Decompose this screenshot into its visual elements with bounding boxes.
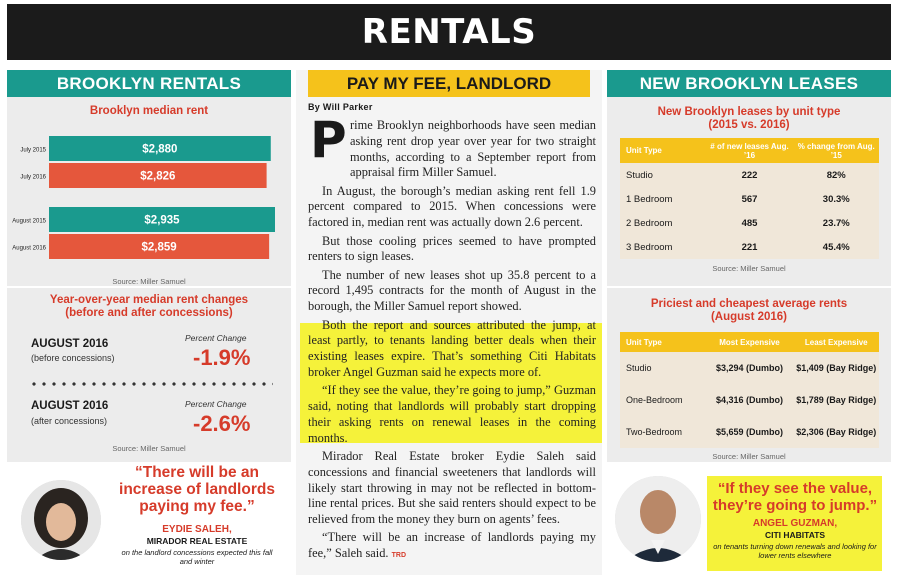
paragraph-8-text: “There will be an increase of landlords paying my fee,” Saleh said. xyxy=(308,530,596,561)
table-cell: 221 xyxy=(741,241,758,253)
bar-value-label-0: $2,880 xyxy=(142,143,178,156)
saleh-org: MIRADOR REAL ESTATE xyxy=(146,536,248,546)
paragraph-7: Mirador Real Estate broker Eydie Saleh said concessions and financial sweeteners that landlords will likely start throwing in may not be reflected in bottom-line rental prices. But she said renters should expect to be relieved from the money they burn on agents’ fees. xyxy=(308,448,596,527)
page-banner xyxy=(7,4,891,60)
table-cell: 2 Bedroom xyxy=(626,217,673,229)
table-row xyxy=(620,416,879,448)
middle-column xyxy=(296,70,602,575)
avatar xyxy=(21,480,101,560)
table-cell: 485 xyxy=(741,217,758,229)
table1-col-unit: Unit Type xyxy=(626,146,662,155)
page-title: RENTALS xyxy=(361,12,537,52)
paragraph-2: In August, the borough’s median asking rent fell 1.9 percent compared to 2015. When concessions were factored in, median rent was actually down 2.6 percent. xyxy=(308,183,596,230)
table-cell: $2,306 (Bay Ridge) xyxy=(796,427,877,437)
table-cell: $5,659 (Dumbo) xyxy=(715,427,783,437)
paragraph-4: The number of new leases shot up 35.8 percent to a record 1,495 contracts for the month of August in the borough, the Miller Samuel report showed. xyxy=(308,267,596,314)
portrait-icon xyxy=(21,480,101,560)
table-cell: Studio xyxy=(626,169,653,181)
row2-pc-value: -2.6% xyxy=(193,411,251,436)
paragraph-6: “If they see the value, they’re going to jump,” Guzman said, noting that landlords will probably start dropping their asking rents on renewal leases in the coming months. xyxy=(308,383,596,445)
category-label-3: August 2016 xyxy=(12,245,46,252)
row1-date: AUGUST 2016 xyxy=(31,338,109,350)
paragraph-1: rime Brooklyn neighborhoods have seen median asking rent drop year over year for two straight months, according to a September report from appraisal firm Miller Samuel. xyxy=(350,118,596,180)
table-cell: $1,409 (Bay Ridge) xyxy=(796,363,877,373)
saleh-note: on the landlord concessions expected this fall and winter xyxy=(121,548,273,566)
table2-col-unit: Unit Type xyxy=(626,337,662,347)
table1-col-leases: # of new leases Aug. ’16 xyxy=(710,141,789,160)
category-label-2: August 2015 xyxy=(12,218,46,225)
table-cell: One-Bedroom xyxy=(626,395,683,405)
trd-logo: TRD xyxy=(391,552,407,560)
bar-value-label-3: $2,859 xyxy=(141,241,177,254)
article-body xyxy=(308,111,596,567)
table-cell: 222 xyxy=(741,169,758,181)
drop-cap: P xyxy=(310,111,347,169)
paragraph-8 xyxy=(308,530,596,564)
new-leases-header: NEW BROOKLYN LEASES xyxy=(607,70,891,97)
category-label-0: July 2015 xyxy=(20,147,46,154)
saleh-name: EYDIE SALEH, xyxy=(162,524,232,535)
yoy-title-line2: (before and after concessions) xyxy=(65,307,233,319)
divider xyxy=(607,286,891,288)
right-column xyxy=(607,70,891,575)
brooklyn-rentals-header: BROOKLYN RENTALS xyxy=(7,70,291,97)
table2-header-row xyxy=(620,332,879,352)
paragraph-5: Both the report and sources attributed the jump, at least partly, to tenants landing better deals when their existing leases expire. That’s something Citi Habitats broker Angel Guzman said he expects more of. xyxy=(308,317,596,379)
avatar xyxy=(615,476,701,562)
bar-chart-svg xyxy=(7,97,291,287)
article-headline: PAY MY FEE, LANDLORD xyxy=(308,70,590,97)
table-row xyxy=(620,163,879,187)
table-cell: 567 xyxy=(741,193,758,205)
table-cell: $1,789 (Bay Ridge) xyxy=(796,395,877,405)
row1-pc-label: Percent Change xyxy=(185,333,247,343)
byline: By Will Parker xyxy=(308,102,373,112)
table2-title-line1: Priciest and cheapest average rents xyxy=(650,298,848,310)
divider xyxy=(7,286,291,288)
table-cell: 82% xyxy=(826,169,846,181)
category-label-1: July 2016 xyxy=(20,174,46,181)
bar-value-label-2: $2,935 xyxy=(144,214,180,227)
new-leases-table xyxy=(620,138,879,259)
guzman-name: ANGEL GUZMAN, xyxy=(752,518,838,529)
portrait-icon xyxy=(615,476,701,562)
table1-title-line2: (2015 vs. 2016) xyxy=(708,119,790,131)
table2-col-most: Most Expensive xyxy=(719,337,780,347)
chart-title: Brooklyn median rent xyxy=(89,105,209,117)
table-cell: Studio xyxy=(626,363,652,373)
saleh-quote: “There will be an increase of landlords paying my fee.” xyxy=(119,464,275,515)
table-row xyxy=(620,211,879,235)
rents-table xyxy=(620,332,879,448)
table1-title-line1: New Brooklyn leases by unit type xyxy=(657,106,841,118)
table-cell: 23.7% xyxy=(822,217,850,229)
paragraph-3: But those cooling prices seemed to have prompted renters to sign leases. xyxy=(308,233,596,264)
table-row xyxy=(620,187,879,211)
table2-title-line2: (August 2016) xyxy=(710,311,788,323)
table-cell: $4,316 (Dumbo) xyxy=(715,395,783,405)
yoy-title xyxy=(7,294,291,320)
guzman-quote-box xyxy=(607,462,891,575)
left-column xyxy=(7,70,291,575)
guzman-note: on tenants turning down renewals and looking for lower rents elsewhere xyxy=(713,542,877,560)
table2-source: Source: Miller Samuel xyxy=(712,452,786,461)
guzman-org: CITI HABITATS xyxy=(764,530,826,540)
table1-col-change: % change from Aug. ’15 xyxy=(797,141,875,160)
yoy-title-line1: Year-over-year median rent changes xyxy=(49,294,249,306)
guzman-quote: “If they see the value, they’re going to jump.” xyxy=(712,480,878,514)
table2-title xyxy=(607,298,891,324)
table1-header-row xyxy=(620,138,879,163)
row2-sub: (after concessions) xyxy=(31,416,108,426)
median-rent-chart xyxy=(7,97,291,287)
chart-source: Source: Miller Samuel xyxy=(112,277,186,286)
table-cell: 30.3% xyxy=(822,193,850,205)
table-cell: 45.4% xyxy=(822,241,850,253)
row1-pc-value: -1.9% xyxy=(193,345,251,370)
row2-pc-label: Percent Change xyxy=(185,399,247,409)
saleh-quote-box xyxy=(7,462,291,575)
yoy-source: Source: Miller Samuel xyxy=(112,444,186,453)
table-cell: $3,294 (Dumbo) xyxy=(715,363,783,373)
row1-sub: (before concessions) xyxy=(31,353,115,363)
row2-date: AUGUST 2016 xyxy=(31,400,109,412)
table-row xyxy=(620,235,879,259)
table-row xyxy=(620,352,879,384)
table-cell: 3 Bedroom xyxy=(626,241,673,253)
table-cell: 1 Bedroom xyxy=(626,193,673,205)
table1-source: Source: Miller Samuel xyxy=(712,264,786,273)
dotted-divider xyxy=(29,382,273,386)
bar-value-label-1: $2,826 xyxy=(140,170,176,183)
table1-title xyxy=(607,106,891,132)
table2-col-least: Least Expensive xyxy=(804,337,868,347)
table-row xyxy=(620,384,879,416)
table-cell: Two-Bedroom xyxy=(626,427,683,437)
